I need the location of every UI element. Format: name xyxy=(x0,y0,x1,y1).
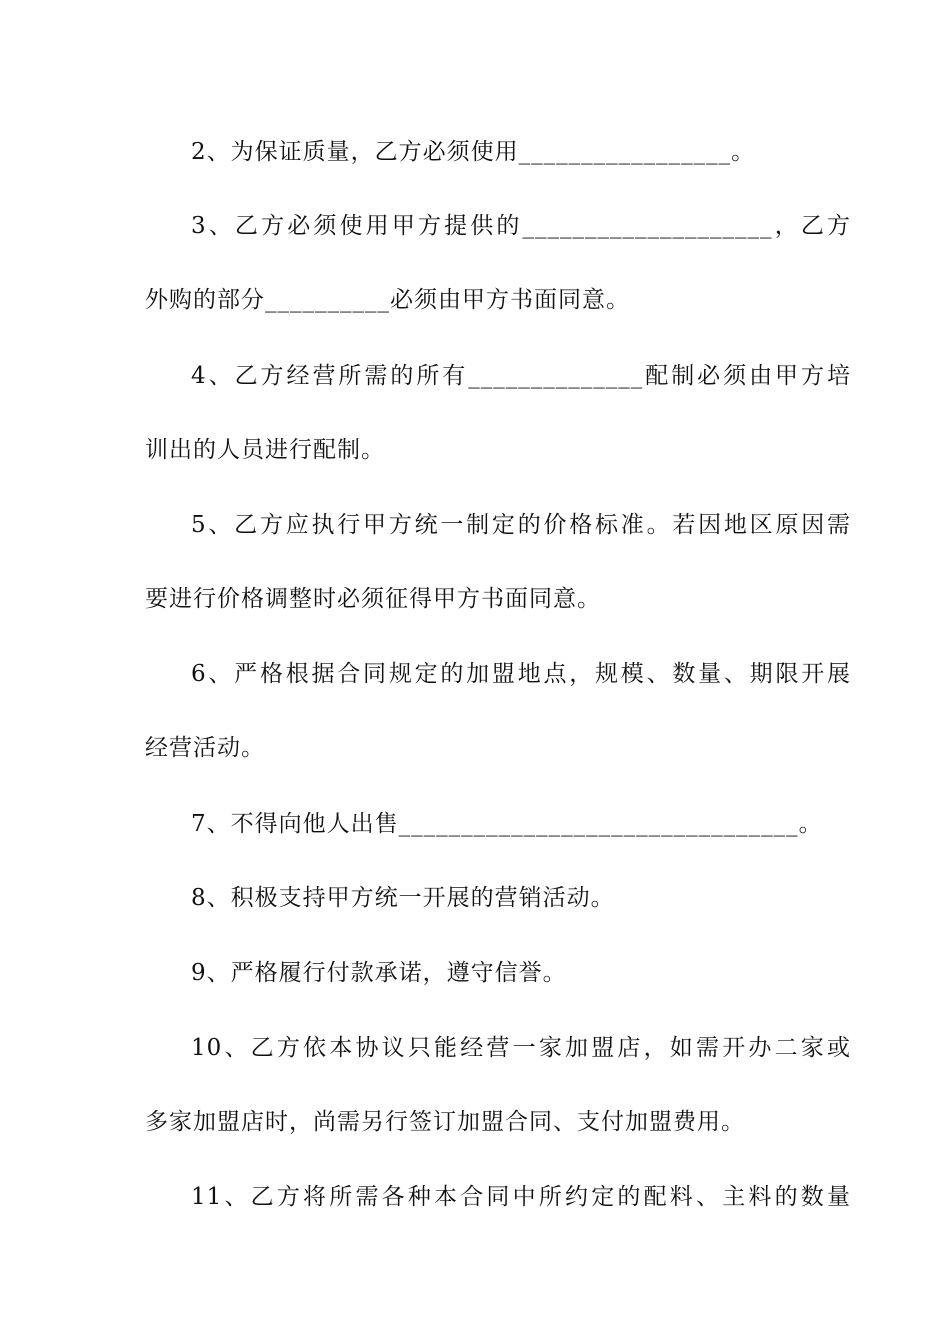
clause-2-line: 2、为保证质量，乙方必须使用_________________。 xyxy=(191,139,756,165)
clause-11-line-1: 11、乙方将所需各种本合同中所约定的配料、主料的数量 xyxy=(191,1184,851,1210)
clause-10-line-2: 多家加盟店时，尚需另行签订加盟合同、支付加盟费用。 xyxy=(145,1109,745,1135)
clause-4-line-1: 4、乙方经营所需的所有______________配制必须由甲方培 xyxy=(191,363,851,389)
clause-5-line-2: 要进行价格调整时必须征得甲方书面同意。 xyxy=(145,586,601,612)
clause-3-line-1: 3、乙方必须使用甲方提供的____________________，乙方 xyxy=(191,213,851,239)
clause-7-line: 7、不得向他人出售________________________________。 xyxy=(191,811,823,837)
clause-3-line-2: 外购的部分__________必须由甲方书面同意。 xyxy=(145,287,630,313)
clause-9-line: 9、严格履行付款承诺，遵守信誉。 xyxy=(191,960,567,986)
clause-4-line-2: 训出的人员进行配制。 xyxy=(145,437,385,463)
clause-6-line-1: 6、严格根据合同规定的加盟地点，规模、数量、期限开展 xyxy=(191,661,851,687)
clause-5-line-1: 5、乙方应执行甲方统一制定的价格标准。若因地区原因需 xyxy=(191,512,851,538)
clause-6-line-2: 经营活动。 xyxy=(145,735,265,761)
clause-8-line: 8、积极支持甲方统一开展的营销活动。 xyxy=(191,885,615,911)
clause-10-line-1: 10、乙方依本协议只能经营一家加盟店，如需开办二家或 xyxy=(191,1035,851,1061)
